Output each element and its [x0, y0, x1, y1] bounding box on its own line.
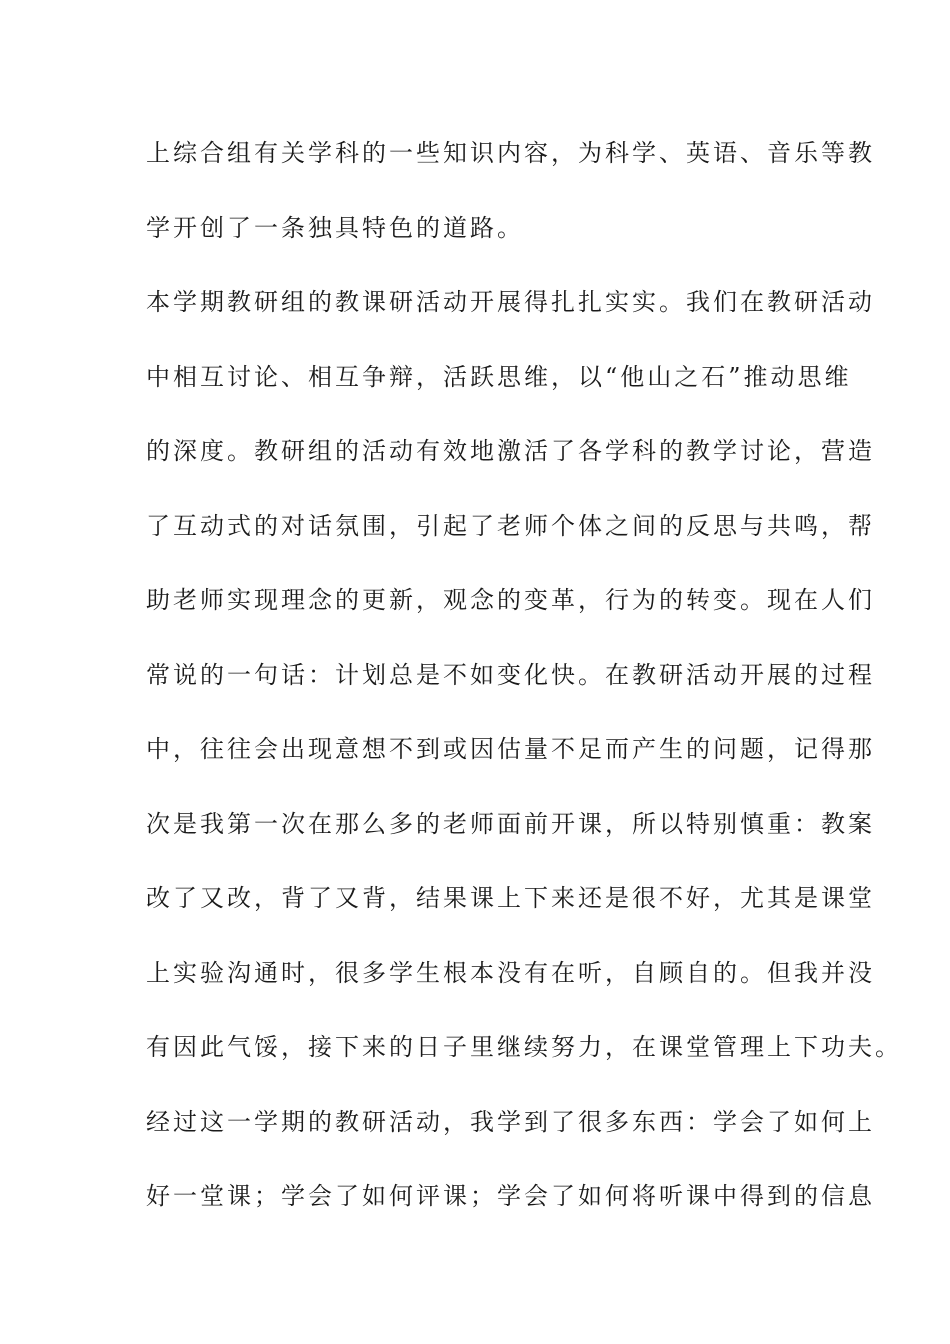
text-line: 好一堂课；学会了如何评课；学会了如何将听课中得到的信息	[146, 1182, 875, 1210]
text-line: 改了又改，背了又背，结果课上下来还是很不好，尤其是课堂	[146, 884, 875, 912]
text-line: 上综合组有关学科的一些知识内容，为科学、英语、音乐等教	[146, 139, 875, 167]
body-text	[146, 131, 902, 1249]
text-line: 了互动式的对话氛围，引起了老师个体之间的反思与共鸣，帮	[146, 511, 875, 540]
text-line: 次是我第一次在那么多的老师面前开课，所以特别慎重：教案	[146, 809, 875, 838]
text-line: 常说的一句话：计划总是不如变化快。在教研活动开展的过程	[146, 660, 875, 689]
text-line: 的深度。教研组的活动有效地激活了各学科的教学讨论，营造	[146, 437, 875, 465]
text-line: 有因此气馁，接下来的日子里继续努力，在课堂管理上下功夫。	[146, 1033, 902, 1061]
text-line: 本学期教研组的教课研活动开展得扎扎实实。我们在教研活动	[146, 288, 875, 316]
text-line: 上实验沟通时，很多学生根本没有在听，自顾自的。但我并没	[146, 958, 875, 987]
text-line: 助老师实现理念的更新，观念的变革，行为的转变。现在人们	[146, 586, 875, 614]
text-line: 中，往往会出现意想不到或因估量不足而产生的问题，记得那	[146, 735, 875, 763]
text-line: 中相互讨论、相互争辩，活跃思维，以“他山之石”推动思维	[146, 362, 852, 391]
text-line: 学开创了一条独具特色的道路。	[146, 213, 524, 242]
text-line: 经过这一学期的教研活动，我学到了很多东西：学会了如何上	[146, 1107, 875, 1136]
